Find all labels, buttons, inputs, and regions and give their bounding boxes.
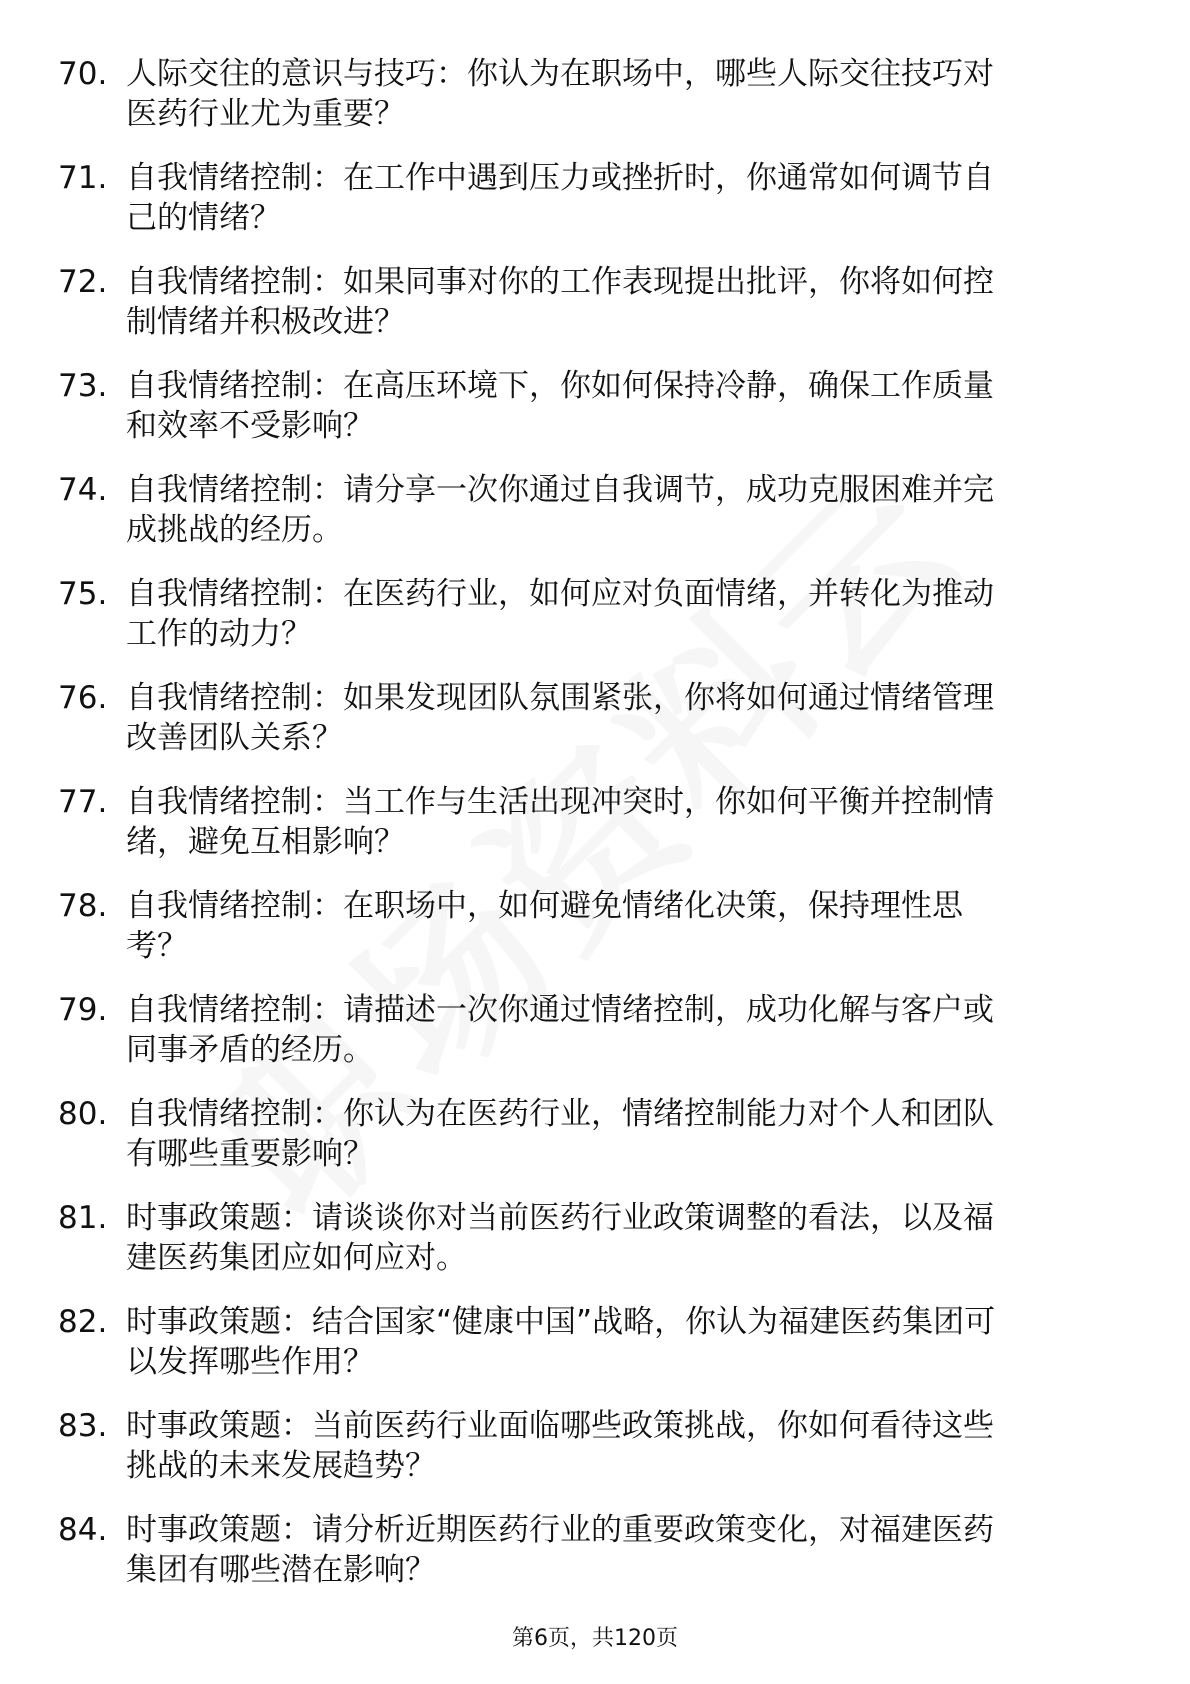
question-text <box>126 782 1106 862</box>
question-item <box>0 456 1190 560</box>
question-item <box>0 40 1190 144</box>
question-item <box>0 1288 1190 1392</box>
question-line: 自我情绪控制：在职场中，如何避免情绪化决策，保持理性思 <box>126 888 963 924</box>
question-line: 医药行业尤为重要？ <box>126 96 405 132</box>
question-item <box>0 352 1190 456</box>
question-item <box>0 144 1190 248</box>
question-item <box>0 872 1190 976</box>
question-item <box>0 768 1190 872</box>
question-text <box>126 1510 1106 1590</box>
question-number: 75. <box>58 576 108 612</box>
question-line: 自我情绪控制：在医药行业，如何应对负面情绪，并转化为推动 <box>126 576 994 612</box>
question-line: 自我情绪控制：在高压环境下，你如何保持冷静，确保工作质量 <box>126 368 994 404</box>
question-line: 集团有哪些潜在影响？ <box>126 1552 436 1588</box>
question-item <box>0 1392 1190 1496</box>
question-line: 改善团队关系？ <box>126 720 343 756</box>
question-line: 同事矛盾的经历。 <box>126 1032 374 1068</box>
question-line: 自我情绪控制：当工作与生活出现冲突时，你如何平衡并控制情 <box>126 784 994 820</box>
question-line: 绪，避免互相影响？ <box>126 824 405 860</box>
question-item <box>0 560 1190 664</box>
question-number: 80. <box>58 1096 108 1132</box>
question-text <box>126 1302 1106 1382</box>
question-item <box>0 1080 1190 1184</box>
question-line: 以发挥哪些作用？ <box>126 1344 374 1380</box>
question-text <box>126 990 1106 1070</box>
question-line: 时事政策题：请分析近期医药行业的重要政策变化，对福建医药 <box>126 1512 994 1548</box>
question-line: 考？ <box>126 928 188 964</box>
question-text <box>126 1198 1106 1278</box>
question-text <box>126 1094 1106 1174</box>
question-line: 成挑战的经历。 <box>126 512 343 548</box>
question-number: 70. <box>58 56 108 92</box>
question-item <box>0 664 1190 768</box>
question-line: 时事政策题：当前医药行业面临哪些政策挑战，你如何看待这些 <box>126 1408 994 1444</box>
question-number: 71. <box>58 160 108 196</box>
question-number: 72. <box>58 264 108 300</box>
question-item <box>0 1496 1190 1600</box>
question-line: 时事政策题：请谈谈你对当前医药行业政策调整的看法，以及福 <box>126 1200 994 1236</box>
question-text <box>126 54 1106 134</box>
question-text <box>126 1406 1106 1486</box>
question-text <box>126 366 1106 446</box>
question-number: 82. <box>58 1304 108 1340</box>
question-number: 81. <box>58 1200 108 1236</box>
question-number: 83. <box>58 1408 108 1444</box>
question-line: 自我情绪控制：你认为在医药行业，情绪控制能力对个人和团队 <box>126 1096 994 1132</box>
question-text <box>126 678 1106 758</box>
question-line: 工作的动力？ <box>126 616 312 652</box>
question-text <box>126 886 1106 966</box>
question-line: 建医药集团应如何应对。 <box>126 1240 467 1276</box>
question-line: 时事政策题：结合国家“健康中国”战略，你认为福建医药集团可 <box>126 1304 996 1340</box>
question-item <box>0 1184 1190 1288</box>
question-number: 73. <box>58 368 108 404</box>
question-list <box>0 40 1190 1600</box>
question-text <box>126 470 1106 550</box>
question-number: 74. <box>58 472 108 508</box>
question-number: 79. <box>58 992 108 1028</box>
question-item <box>0 248 1190 352</box>
question-line: 和效率不受影响？ <box>126 408 374 444</box>
question-line: 自我情绪控制：在工作中遇到压力或挫折时，你通常如何调节自 <box>126 160 994 196</box>
question-line: 自我情绪控制：如果同事对你的工作表现提出批评，你将如何控 <box>126 264 994 300</box>
question-number: 84. <box>58 1512 108 1548</box>
question-number: 77. <box>58 784 108 820</box>
question-line: 制情绪并积极改进？ <box>126 304 405 340</box>
question-text <box>126 158 1106 238</box>
question-number: 78. <box>58 888 108 924</box>
question-text <box>126 574 1106 654</box>
question-line: 挑战的未来发展趋势？ <box>126 1448 436 1484</box>
question-line: 己的情绪？ <box>126 200 281 236</box>
question-text <box>126 262 1106 342</box>
question-line: 人际交往的意识与技巧：你认为在职场中，哪些人际交往技巧对 <box>126 56 994 92</box>
question-number: 76. <box>58 680 108 716</box>
page-number-footer: 第6页，共120页 <box>512 1626 678 1651</box>
question-line: 自我情绪控制：如果发现团队氛围紧张，你将如何通过情绪管理 <box>126 680 994 716</box>
question-line: 自我情绪控制：请分享一次你通过自我调节，成功克服困难并完 <box>126 472 994 508</box>
question-item <box>0 976 1190 1080</box>
question-line: 自我情绪控制：请描述一次你通过情绪控制，成功化解与客户或 <box>126 992 994 1028</box>
question-line: 有哪些重要影响？ <box>126 1136 374 1172</box>
